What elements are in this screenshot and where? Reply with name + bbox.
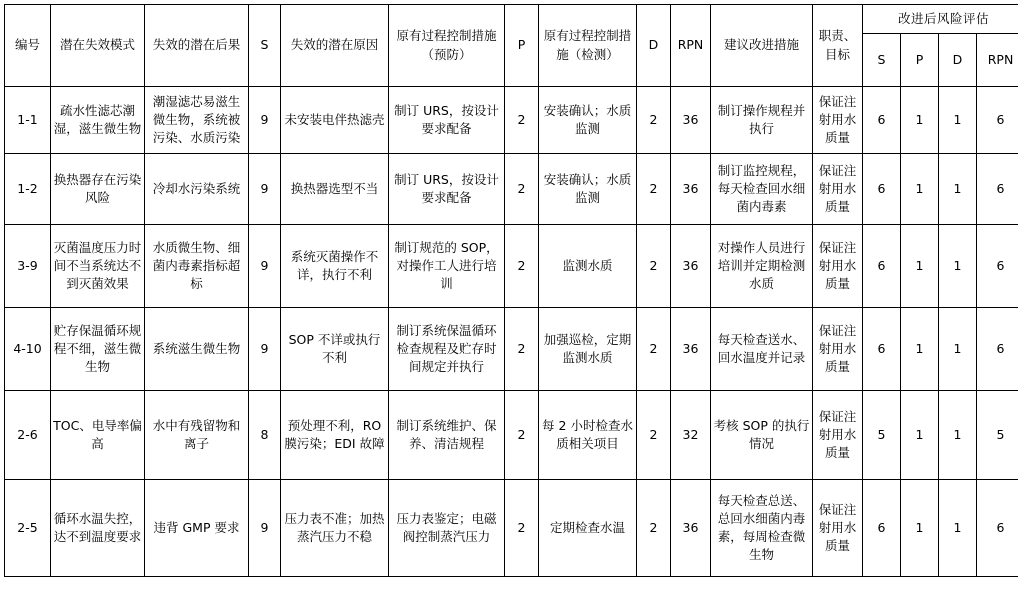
cell-s: 9 xyxy=(249,225,281,308)
cell-post-rpn: 5 xyxy=(977,391,1018,480)
cell-effect: 系统滋生微生物 xyxy=(145,308,249,391)
cell-post-p: 1 xyxy=(901,225,939,308)
cell-detection: 加强巡检，定期监测水质 xyxy=(539,308,637,391)
cell-mode: 循环水温失控，达不到温度要求 xyxy=(51,480,145,577)
cell-d: 2 xyxy=(637,391,671,480)
cell-detection: 监测水质 xyxy=(539,225,637,308)
cell-post-p: 1 xyxy=(901,87,939,154)
cell-rpn: 32 xyxy=(671,391,711,480)
cell-detection: 定期检查水温 xyxy=(539,480,637,577)
cell-effect: 冷却水污染系统 xyxy=(145,154,249,225)
cell-action: 对操作人员进行培训并定期检测水质 xyxy=(711,225,813,308)
col-header-post-rpn: RPN xyxy=(977,34,1018,87)
cell-cause: 系统灭菌操作不详，执行不利 xyxy=(281,225,389,308)
cell-detection: 安装确认；水质监测 xyxy=(539,87,637,154)
col-header-detection: 原有过程控制措施（检测） xyxy=(539,5,637,87)
table-row xyxy=(5,87,1018,154)
col-header-post-s: S xyxy=(863,34,901,87)
cell-effect: 违背 GMP 要求 xyxy=(145,480,249,577)
cell-p: 2 xyxy=(505,391,539,480)
col-header-p: P xyxy=(505,5,539,87)
cell-s: 8 xyxy=(249,391,281,480)
fmea-sheet xyxy=(0,4,1018,598)
col-header-prevention: 原有过程控制措施（预防） xyxy=(389,5,505,87)
cell-post-s: 6 xyxy=(863,154,901,225)
cell-prevention: 制订系统保温循环检查规程及贮存时间规定并执行 xyxy=(389,308,505,391)
col-header-responsibility: 职责、目标 xyxy=(813,5,863,87)
cell-rpn: 36 xyxy=(671,154,711,225)
cell-prevention: 压力表鉴定；电磁阀控制蒸汽压力 xyxy=(389,480,505,577)
cell-action: 每天检查送水、回水温度并记录 xyxy=(711,308,813,391)
cell-rpn: 36 xyxy=(671,308,711,391)
cell-action: 考核 SOP 的执行情况 xyxy=(711,391,813,480)
cell-s: 9 xyxy=(249,154,281,225)
col-header-id: 编号 xyxy=(5,5,51,87)
header-row-group xyxy=(5,5,1018,34)
cell-mode: 换热器存在污染风险 xyxy=(51,154,145,225)
cell-post-d: 1 xyxy=(939,391,977,480)
cell-post-p: 1 xyxy=(901,391,939,480)
cell-p: 2 xyxy=(505,480,539,577)
cell-responsibility: 保证注射用水质量 xyxy=(813,87,863,154)
cell-cause: 压力表不准；加热蒸汽压力不稳 xyxy=(281,480,389,577)
cell-d: 2 xyxy=(637,87,671,154)
col-header-action: 建议改进措施 xyxy=(711,5,813,87)
cell-id: 1-1 xyxy=(5,87,51,154)
cell-post-d: 1 xyxy=(939,154,977,225)
cell-mode: 疏水性滤芯潮湿，滋生微生物 xyxy=(51,87,145,154)
cell-responsibility: 保证注射用水质量 xyxy=(813,480,863,577)
cell-post-rpn: 6 xyxy=(977,308,1018,391)
cell-d: 2 xyxy=(637,154,671,225)
table-row xyxy=(5,225,1018,308)
cell-s: 9 xyxy=(249,87,281,154)
cell-s: 9 xyxy=(249,480,281,577)
cell-prevention: 制订系统维护、保养、清洁规程 xyxy=(389,391,505,480)
cell-detection: 每 2 小时检查水质相关项目 xyxy=(539,391,637,480)
col-header-s: S xyxy=(249,5,281,87)
col-header-rpn: RPN xyxy=(671,5,711,87)
cell-prevention: 制订规范的 SOP，对操作工人进行培训 xyxy=(389,225,505,308)
cell-action: 制订操作规程并执行 xyxy=(711,87,813,154)
table-row xyxy=(5,391,1018,480)
cell-responsibility: 保证注射用水质量 xyxy=(813,154,863,225)
cell-post-s: 6 xyxy=(863,480,901,577)
table-row xyxy=(5,308,1018,391)
cell-post-d: 1 xyxy=(939,87,977,154)
cell-detection: 安装确认；水质监测 xyxy=(539,154,637,225)
cell-prevention: 制订 URS，按设计要求配备 xyxy=(389,87,505,154)
cell-prevention: 制订 URS，按设计要求配备 xyxy=(389,154,505,225)
cell-id: 1-2 xyxy=(5,154,51,225)
cell-s: 9 xyxy=(249,308,281,391)
cell-mode: 贮存保温循环规程不细，滋生微生物 xyxy=(51,308,145,391)
cell-mode: TOC、电导率偏高 xyxy=(51,391,145,480)
cell-d: 2 xyxy=(637,225,671,308)
cell-effect: 潮湿滤芯易滋生微生物，系统被污染、水质污染 xyxy=(145,87,249,154)
cell-mode: 灭菌温度压力时间不当系统达不到灭菌效果 xyxy=(51,225,145,308)
col-header-mode: 潜在失效模式 xyxy=(51,5,145,87)
cell-p: 2 xyxy=(505,308,539,391)
cell-responsibility: 保证注射用水质量 xyxy=(813,391,863,480)
cell-post-d: 1 xyxy=(939,225,977,308)
cell-id: 2-5 xyxy=(5,480,51,577)
cell-rpn: 36 xyxy=(671,225,711,308)
cell-rpn: 36 xyxy=(671,480,711,577)
cell-post-p: 1 xyxy=(901,308,939,391)
cell-cause: SOP 不详或执行不利 xyxy=(281,308,389,391)
col-header-post-assessment: 改进后风险评估 xyxy=(863,5,1018,34)
cell-post-rpn: 6 xyxy=(977,480,1018,577)
col-header-post-p: P xyxy=(901,34,939,87)
cell-p: 2 xyxy=(505,154,539,225)
col-header-effect: 失效的潜在后果 xyxy=(145,5,249,87)
cell-post-p: 1 xyxy=(901,154,939,225)
cell-post-d: 1 xyxy=(939,480,977,577)
col-header-d: D xyxy=(637,5,671,87)
table-body xyxy=(5,87,1018,577)
cell-cause: 预处理不利，RO 膜污染；EDI 故障 xyxy=(281,391,389,480)
cell-d: 2 xyxy=(637,480,671,577)
cell-id: 4-10 xyxy=(5,308,51,391)
cell-post-rpn: 6 xyxy=(977,154,1018,225)
cell-cause: 换热器选型不当 xyxy=(281,154,389,225)
cell-post-s: 6 xyxy=(863,308,901,391)
cell-post-rpn: 6 xyxy=(977,225,1018,308)
cell-effect: 水质微生物、细菌内毒素指标超标 xyxy=(145,225,249,308)
table-header xyxy=(5,5,1018,87)
table-row xyxy=(5,154,1018,225)
cell-post-s: 5 xyxy=(863,391,901,480)
cell-responsibility: 保证注射用水质量 xyxy=(813,308,863,391)
cell-effect: 水中有残留物和离子 xyxy=(145,391,249,480)
cell-p: 2 xyxy=(505,87,539,154)
cell-post-s: 6 xyxy=(863,87,901,154)
cell-post-s: 6 xyxy=(863,225,901,308)
cell-post-d: 1 xyxy=(939,308,977,391)
table-row xyxy=(5,480,1018,577)
cell-post-rpn: 6 xyxy=(977,87,1018,154)
cell-id: 2-6 xyxy=(5,391,51,480)
col-header-post-d: D xyxy=(939,34,977,87)
cell-p: 2 xyxy=(505,225,539,308)
fmea-table xyxy=(4,4,1018,577)
cell-rpn: 36 xyxy=(671,87,711,154)
cell-cause: 未安装电伴热滤壳 xyxy=(281,87,389,154)
cell-responsibility: 保证注射用水质量 xyxy=(813,225,863,308)
cell-action: 每天检查总送、总回水细菌内毒素，每周检查微生物 xyxy=(711,480,813,577)
col-header-cause: 失效的潜在原因 xyxy=(281,5,389,87)
cell-action: 制订监控规程，每天检查回水细菌内毒素 xyxy=(711,154,813,225)
cell-id: 3-9 xyxy=(5,225,51,308)
cell-d: 2 xyxy=(637,308,671,391)
cell-post-p: 1 xyxy=(901,480,939,577)
